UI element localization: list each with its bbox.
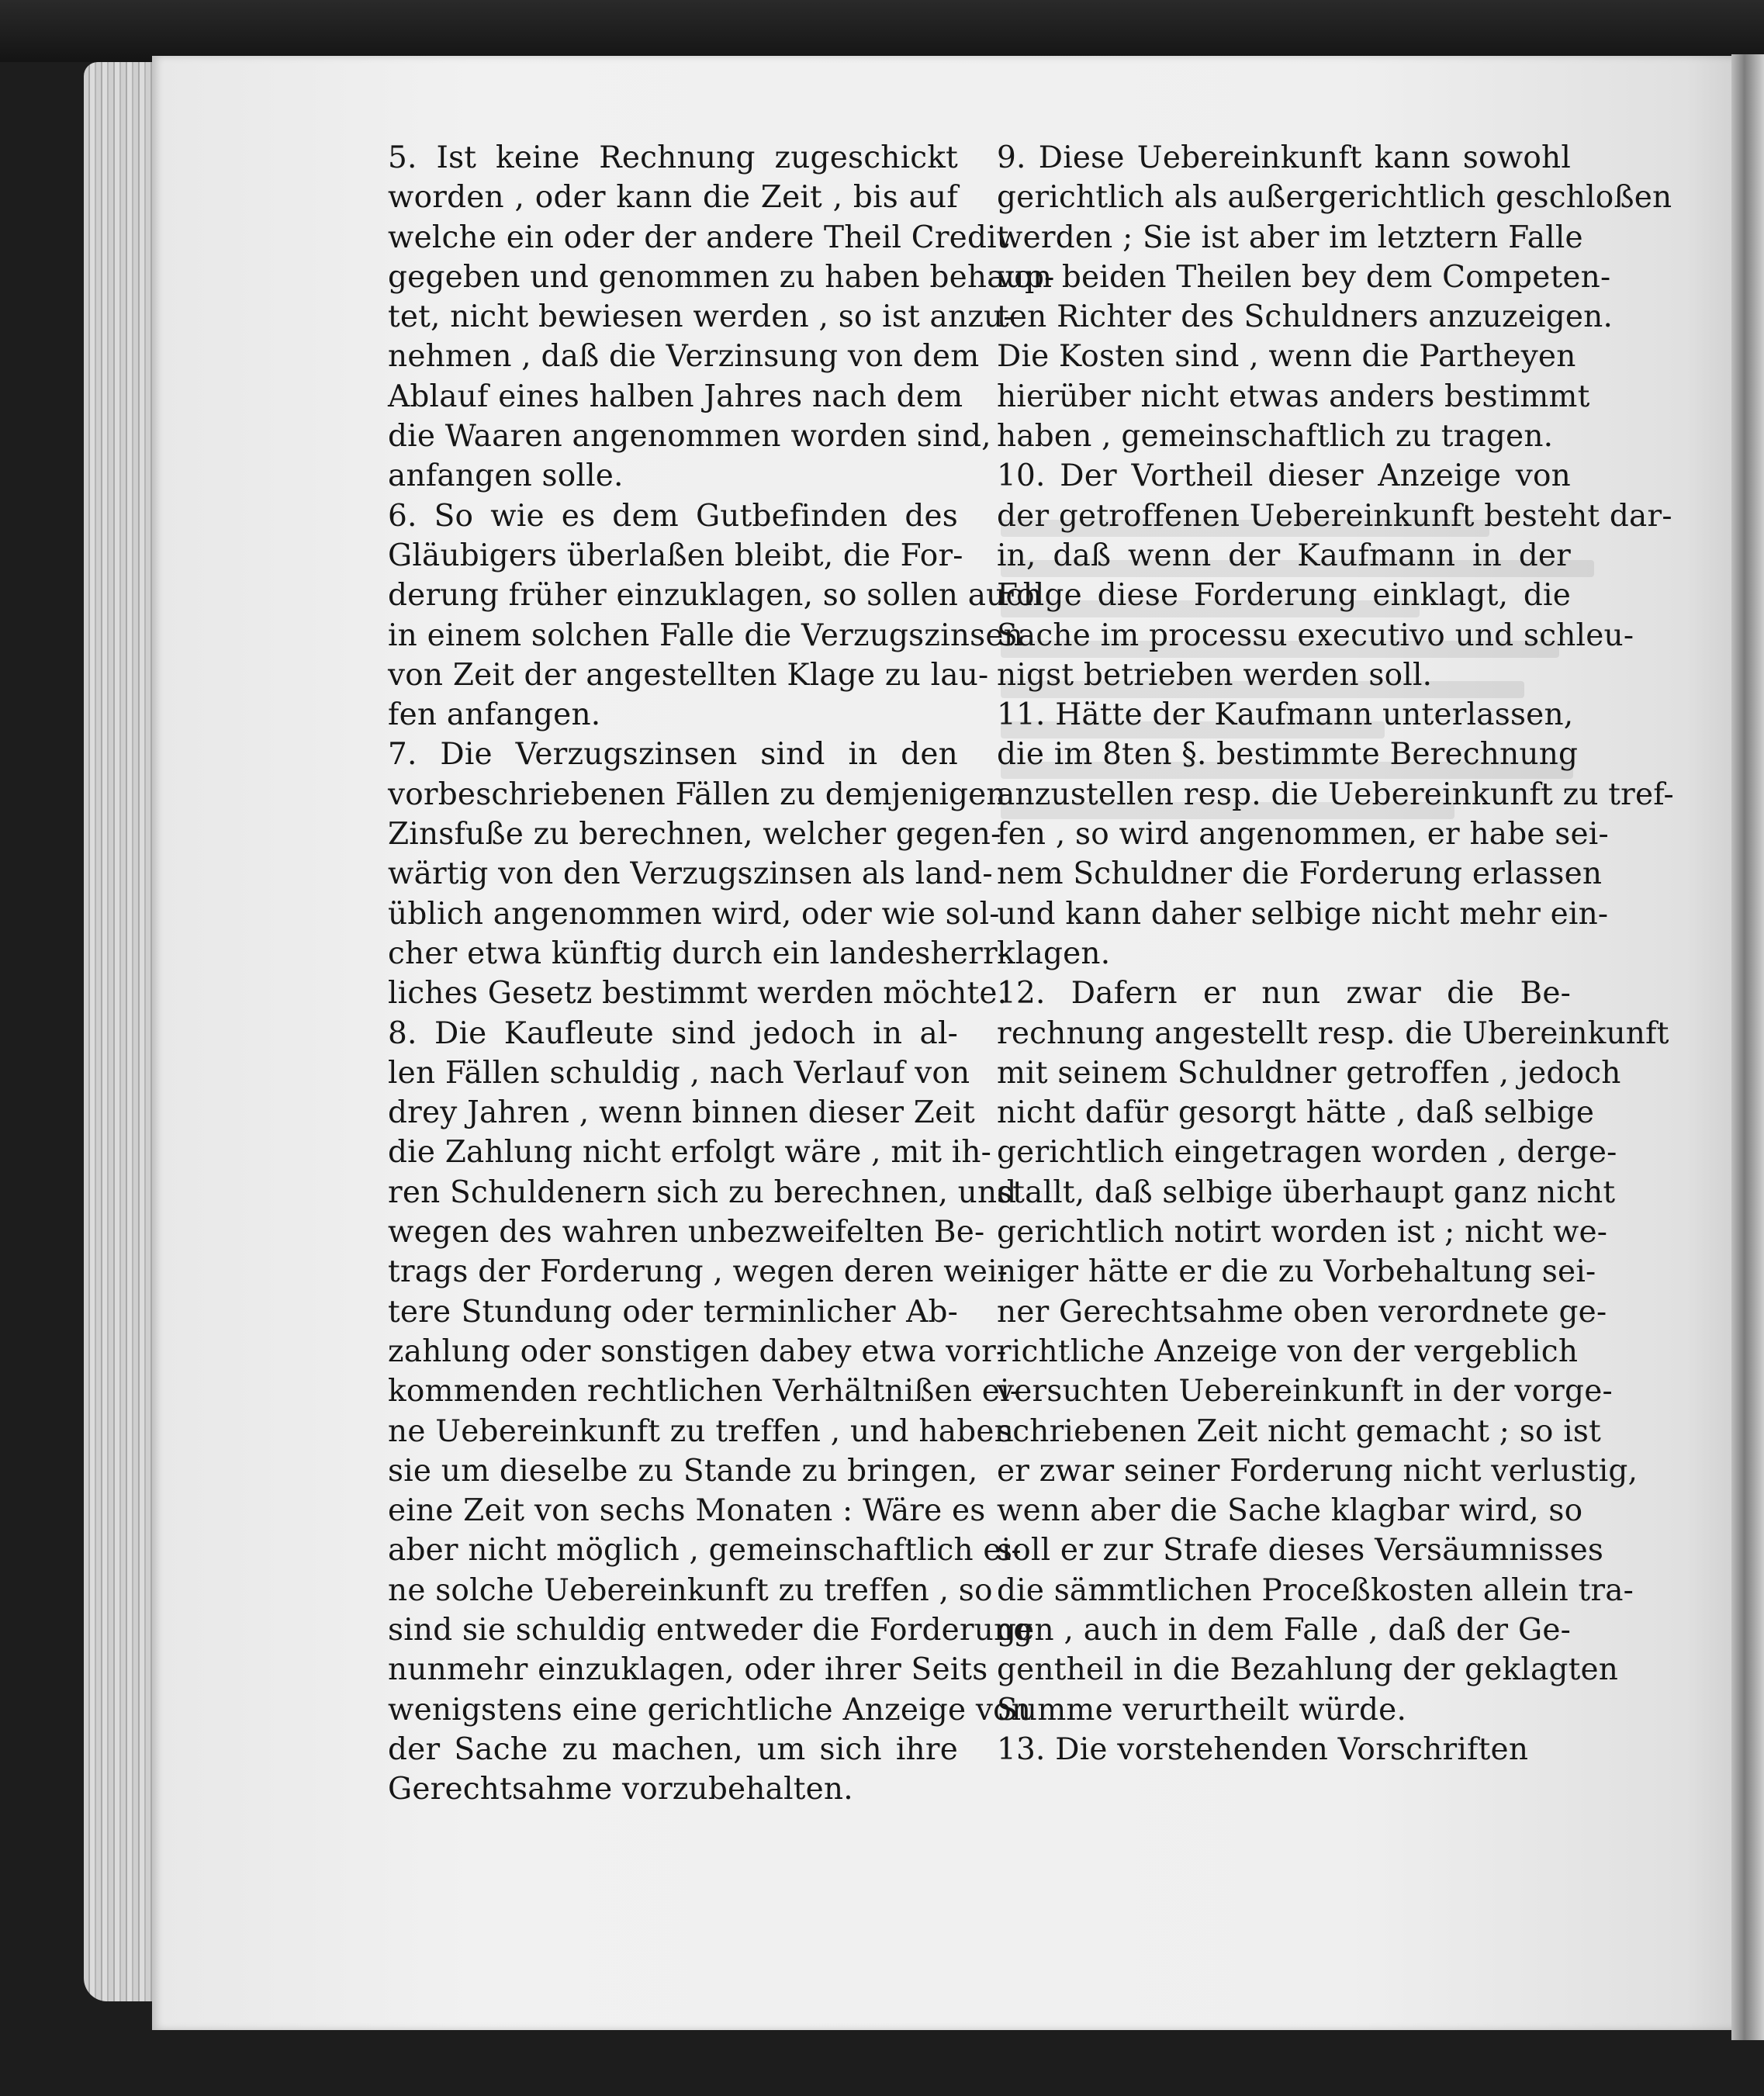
text-line: werden ; Sie ist aber im letztern Falle [997, 220, 1583, 255]
text-line: rechnung angestellt resp. die Ubereinkunft [997, 1015, 1669, 1051]
right-text-column [997, 138, 1674, 1769]
text-line: ne Uebereinkunft zu treffen , und haben [388, 1413, 1014, 1449]
text-line: anfangen solle. [388, 458, 624, 494]
text-line: die Waaren angenommen worden sind, [388, 419, 991, 455]
text-line: die im 8ten §. bestimmte Berechnung [997, 737, 1579, 773]
scan-background [0, 0, 1764, 62]
text-line: und kann daher selbige nicht mehr ein- [997, 896, 1609, 932]
text-line: tet, nicht bewiesen werden , so ist anzu- [388, 299, 1014, 335]
text-line: len Fällen schuldig , nach Verlauf von [388, 1055, 970, 1091]
text-line: der Sache zu machen, um sich ihre [388, 1731, 958, 1767]
text-line: gerichtlich notirt worden ist ; nicht we- [997, 1215, 1608, 1250]
text-line: die sämmtlichen Proceßkosten allein tra- [997, 1572, 1634, 1608]
book-gutter [1731, 54, 1764, 2040]
text-line: 8. Die Kaufleute sind jedoch in al- [388, 1015, 958, 1051]
text-line: Zinsfuße zu berechnen, welcher gegen- [388, 817, 1001, 853]
text-line: 5. Ist keine Rechnung zugeschickt [388, 140, 958, 175]
text-line: die Zahlung nicht erfolgt wäre , mit ih- [388, 1135, 992, 1171]
text-line: versuchten Uebereinkunft in der vorge- [997, 1374, 1613, 1409]
text-line: mit seinem Schuldner getroffen , jedoch [997, 1055, 1621, 1091]
text-line: Die Kosten sind , wenn die Partheyen [997, 339, 1576, 375]
text-line: ten Richter des Schuldners anzuzeigen. [997, 299, 1614, 335]
text-line: fen anfangen. [388, 697, 601, 733]
text-line: vorbeschriebenen Fällen zu demjenigen [388, 776, 1006, 812]
text-line: von Zeit der angestellten Klage zu lau- [388, 657, 989, 693]
text-line: Sache im processu executivo und schleu- [997, 617, 1634, 653]
text-line: 12. Dafern er nun zwar die Be- [997, 976, 1571, 1012]
text-line: wenn aber die Sache klagbar wird, so [997, 1493, 1583, 1529]
text-line: 13. Die vorstehenden Vorschriften [997, 1731, 1529, 1767]
text-line: aber nicht möglich , gemeinschaftlich ei- [388, 1533, 1022, 1569]
text-line: klagen. [997, 936, 1111, 971]
text-line: kommenden rechtlichen Verhältnißen ei- [388, 1374, 1021, 1409]
text-line: drey Jahren , wenn binnen dieser Zeit [388, 1095, 975, 1131]
text-line: ner Gerechtsahme oben verordnete ge- [997, 1294, 1607, 1330]
text-line: richtliche Anzeige von der vergeblich [997, 1333, 1579, 1369]
text-line: von beiden Theilen bey dem Competen- [997, 259, 1611, 295]
text-line: nem Schuldner die Forderung erlassen [997, 856, 1603, 892]
text-line: gen , auch in dem Falle , daß der Ge- [997, 1612, 1571, 1648]
text-line: Summe verurtheilt würde. [997, 1692, 1407, 1728]
text-line: üblich angenommen wird, oder wie sol- [388, 896, 1000, 932]
text-line: gegeben und genommen zu haben behaup- [388, 259, 1055, 295]
text-line: in einem solchen Falle die Verzugszinsen [388, 617, 1023, 653]
text-line: ren Schuldenern sich zu berechnen, und [388, 1174, 1017, 1210]
text-line: sie um dieselbe zu Stande zu bringen, [388, 1453, 978, 1489]
text-line: anzustellen resp. die Uebereinkunft zu tref- [997, 776, 1674, 812]
text-line: worden , oder kann die Zeit , bis auf [388, 180, 958, 216]
text-line: schriebenen Zeit nicht gemacht ; so ist [997, 1413, 1601, 1449]
text-line: soll er zur Strafe dieses Versäumnisses [997, 1533, 1604, 1569]
text-line: in, daß wenn der Kaufmann in der [997, 538, 1571, 573]
text-line: welche ein oder der andere Theil Credit [388, 220, 1009, 255]
text-line: 6. So wie es dem Gutbefinden des [388, 498, 958, 534]
text-line: gentheil in die Bezahlung der geklagten [997, 1652, 1619, 1688]
text-line: wärtig von den Verzugszinsen als land- [388, 856, 993, 892]
text-line: sind sie schuldig entweder die Forderung [388, 1612, 1033, 1648]
text-line: nunmehr einzuklagen, oder ihrer Seits [388, 1652, 988, 1688]
text-line: wenigstens eine gerichtliche Anzeige von [388, 1692, 1032, 1728]
left-text-column [388, 138, 1055, 1809]
text-line: er zwar seiner Forderung nicht verlustig, [997, 1453, 1638, 1489]
text-line: 9. Diese Uebereinkunft kann sowohl [997, 140, 1571, 175]
text-line: nigst betrieben werden soll. [997, 657, 1433, 693]
text-line: Gläubigers überlaßen bleibt, die For- [388, 538, 963, 573]
text-line: niger hätte er die zu Vorbehaltung sei- [997, 1254, 1596, 1290]
text-line: Ablauf eines halben Jahres nach dem [388, 379, 963, 414]
text-line: Folge diese Forderung einklagt, die [997, 578, 1571, 614]
text-line: der getroffenen Uebereinkunft besteht dar- [997, 498, 1672, 534]
text-line: wegen des wahren unbezweifelten Be- [388, 1215, 985, 1250]
text-line: cher etwa künftig durch ein landesherr- [388, 936, 1008, 971]
text-line: gerichtlich als außergerichtlich geschloßen [997, 180, 1672, 216]
text-line: gerichtlich eingetragen worden , derge- [997, 1135, 1617, 1171]
text-line: 11. Hätte der Kaufmann unterlassen, [997, 697, 1574, 733]
text-line: 7. Die Verzugszinsen sind in den [388, 737, 958, 773]
text-line: zahlung oder sonstigen dabey etwa vor- [388, 1333, 1007, 1369]
text-line: ne solche Uebereinkunft zu treffen , so [388, 1572, 993, 1608]
text-line: liches Gesetz bestimmt werden möchte. [388, 976, 1008, 1012]
text-line: haben , gemeinschaftlich zu tragen. [997, 419, 1554, 455]
text-line: tere Stundung oder terminlicher Ab- [388, 1294, 958, 1330]
text-line: 10. Der Vortheil dieser Anzeige von [997, 458, 1571, 494]
text-line: Gerechtsahme vorzubehalten. [388, 1772, 853, 1807]
text-line: fen , so wird angenommen, er habe sei- [997, 817, 1609, 853]
text-line: nicht dafür gesorgt hätte , daß selbige [997, 1095, 1595, 1131]
text-line: eine Zeit von sechs Monaten : Wäre es [388, 1493, 986, 1529]
text-line: hierüber nicht etwas anders bestimmt [997, 379, 1590, 414]
text-line: nehmen , daß die Verzinsung von dem [388, 339, 980, 375]
text-line: trags der Forderung , wegen deren wei- [388, 1254, 1008, 1290]
text-line: stallt, daß selbige überhaupt ganz nicht [997, 1174, 1616, 1210]
text-line: derung früher einzuklagen, so sollen auch [388, 578, 1043, 614]
